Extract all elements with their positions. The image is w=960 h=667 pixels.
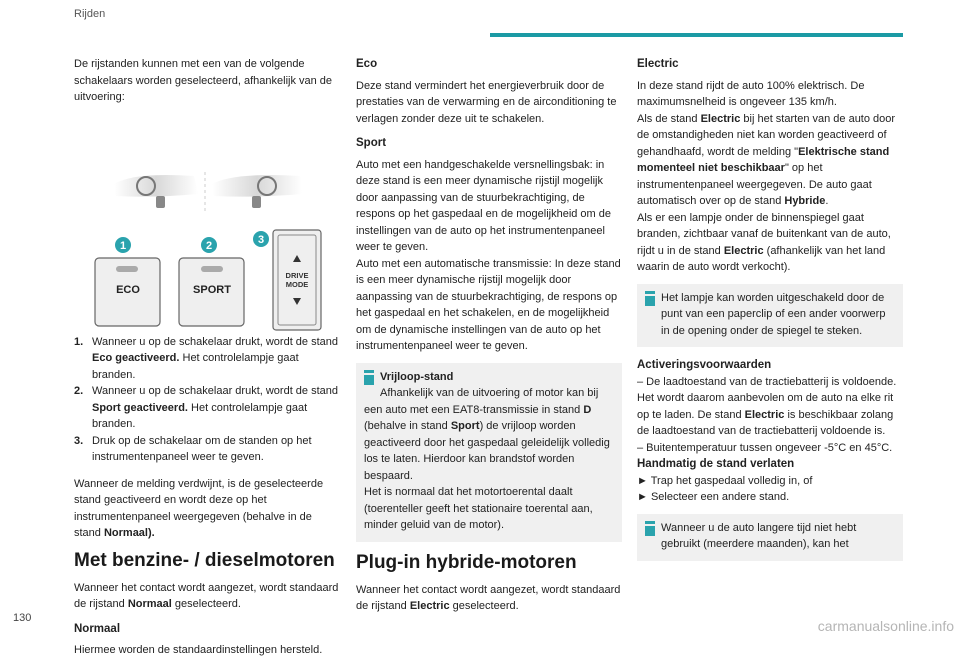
info-icon	[364, 370, 374, 385]
normaal-text: Hiermee worden de standaardinstellingen hersteld.	[74, 644, 323, 656]
freewheel-note-text: Afhankelijk van de uitvoering of motor kan bij een auto met een EAT8-transmissie in stand D (behalve in stand Sport) de vrijloop worden geactiveerd door het gaspedaal geleidelijk volledig los te laten. Hierdoor kan brandstof worden bespaard. Het is normaal dat het motortoerental daalt (toerenteller geeft het stationaire toerental aan, minder geluid van de motor).	[364, 387, 610, 531]
eco-title: Eco	[356, 58, 378, 70]
activation-title: Activeringsvoorwaarden	[637, 359, 772, 371]
section-heading-petrol-diesel: Met benzine- / dieselmotoren	[74, 549, 335, 571]
activation-text: – De laadtoestand van de tractiebatterij is voldoende. Het wordt daarom aanbevolen om de auto na elke rit op te laden. De stand Electric is beschikbaar zolang de laadtoestand van de tractiebatterij voldoende is. – Buitentemperatuur tussen ongeveer -5°C en 45°C.	[637, 375, 897, 454]
freewheel-note-title: Vrijloop-stand	[380, 370, 454, 383]
steps-list	[74, 334, 340, 466]
intro-text: De rijstanden kunnen met een van de volgende schakelaars worden geselecteerd, afhankelijk van de uitvoering:	[74, 58, 333, 103]
step-3: 3. Druk op de schakelaar om de standen op het instrumentenpaneel weer te geven.	[74, 434, 312, 463]
column-1	[74, 56, 340, 667]
freewheel-note	[356, 363, 622, 542]
sport-title: Sport	[356, 137, 387, 149]
sport-text: Auto met een handgeschakelde versnellingsbak: in deze stand is een meer dynamische rijstijl mogelijk door aanpassing van de stuurbekrachtiging, de respons op het gaspedaal en de mogelijkheid om de instellingen van de auto op het instrumentenpaneel weer te geven. Auto met een automatische transmissie: In deze stand is een meer dynamische rijstijl mogelijk door aanpassing van de stuurbekrachtiging, de respons op het gaspedaal en het schakelen, en de mogelijkheid om de dynamische instellingen van de auto op het instrumentenpaneel weer te geven.	[356, 158, 621, 352]
lamp-note	[637, 284, 903, 348]
petrol-diesel-text: Wanneer het contact wordt aangezet, wordt standaard de rijstand Normaal geselecteerd.	[74, 581, 339, 610]
badge-1-label: 1	[119, 239, 127, 252]
manual-steps: ► Trap het gaspedaal volledig in, of ► Selecteer een andere stand.	[637, 474, 813, 503]
electric-text: In deze stand rijdt de auto 100% elektrisch. De maximumsnelheid is ongeveer 135 km/h. Als de stand Electric bij het starten van de auto door de omstandigheden niet kan worden geactiveerd of gehandhaafd, wordt de melding "Elektrische stand momenteel niet beschikbaar" op het instrumentenpaneel weergegeven. De auto gaat automatisch over op de stand Hybride. Als er een lampje onder de binnenspiegel gaat branden, zichtbaar vanaf de buitenkant van de auto, rijdt u in de stand Electric (afhankelijk van het land waarin de auto wordt verkocht).	[637, 79, 896, 273]
plugin-hybrid-text: Wanneer het contact wordt aangezet, wordt standaard de rijstand Electric geselecteerd.	[356, 583, 621, 612]
badge-2-label: 2	[205, 239, 213, 252]
section-heading-plugin-hybrid: Plug-in hybride-motoren	[356, 551, 577, 573]
drive-mode-label-2: MODE	[285, 279, 309, 289]
step-2: 2. Wanneer u op de schakelaar drukt, wordt de stand Sport geactiveerd. Het controlelampje gaat branden.	[74, 385, 339, 430]
info-icon	[645, 291, 655, 306]
page-number: 130	[13, 612, 32, 624]
header-title: Rijden	[74, 8, 106, 20]
info-icon	[645, 521, 655, 536]
eco-text: Deze stand vermindert het energieverbruik door de prestaties van de verwarming en de airconditioning te verlagen zonder deze uit te schakelen.	[356, 79, 617, 125]
lamp-note-text: Het lampje kan worden uitgeschakeld door de punt van een paperclip of een ander voorwerp in de opening onder de spiegel te steken.	[661, 291, 886, 337]
badge-3-label: 3	[257, 233, 265, 246]
eco-indicator	[116, 266, 138, 272]
sport-indicator	[201, 266, 223, 272]
after-steps-text: Wanneer de melding verdwijnt, is de geselecteerde stand geactiveerd en wordt deze op het instrumentenpaneel weergegeven (behalve in de stand Normaal).	[74, 477, 324, 539]
header-accent-bar	[490, 33, 903, 37]
normaal-title: Normaal	[74, 622, 121, 635]
eco-label: ECO	[116, 283, 140, 296]
manual-title: Handmatig de stand verlaten	[637, 458, 795, 470]
step-1: 1. Wanneer u op de schakelaar drukt, wordt de stand Eco geactiveerd. Het controlelampje gaat branden.	[74, 335, 339, 381]
watermark: carmanualsonline.info	[817, 618, 954, 634]
switch-figure	[74, 114, 340, 334]
badges	[74, 114, 340, 334]
long-storage-note	[637, 514, 903, 561]
long-storage-note-text: Wanneer u de auto langere tijd niet hebt gebruikt (meerdere maanden), kan het	[661, 521, 857, 550]
electric-title: Electric	[637, 58, 679, 70]
column-2	[356, 56, 622, 623]
column-3	[637, 56, 903, 571]
sport-label: SPORT	[193, 283, 231, 296]
drive-mode-label-1: DRIVE	[285, 270, 309, 280]
